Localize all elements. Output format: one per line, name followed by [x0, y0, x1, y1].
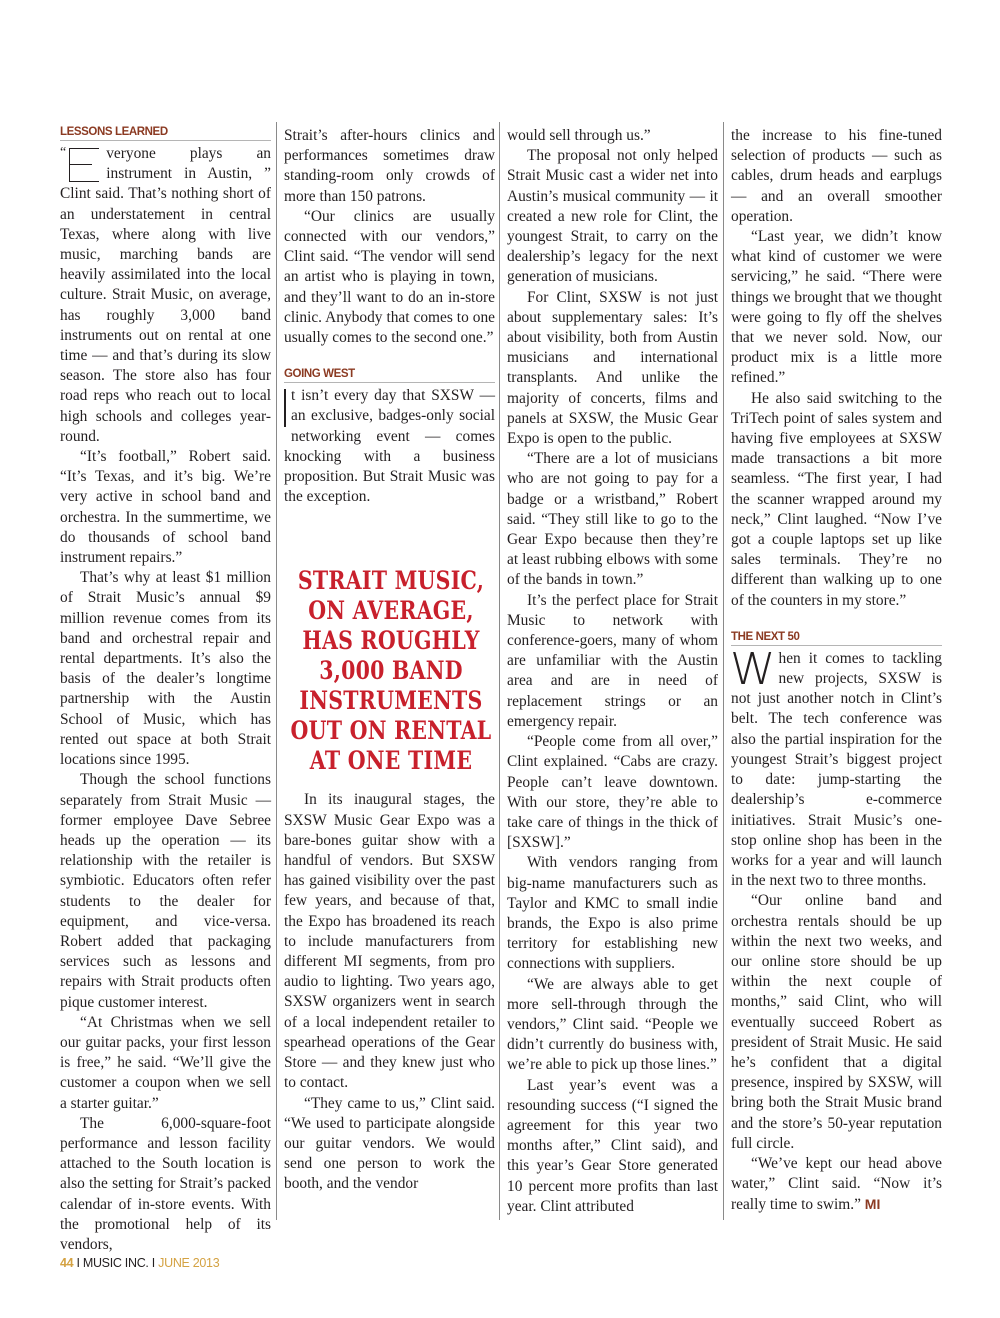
paragraph: With vendors ranging from big-name manufacturers such as Taylor and KMC to small indie brands, the Expo is also prime territory for establishing new connections with suppliers.: [507, 854, 718, 973]
article-column-4: [731, 126, 942, 1216]
section-head-lessons-learned: LESSONS LEARNED: [60, 126, 271, 141]
column-divider: [499, 122, 500, 1220]
paragraph: That’s why at least $1 million of Strait Music’s annual $9 million revenue comes from its band and orchestral repair and rental departments. It’s also the basis of the dealer’s longtime partnership with the Austin School of Music, which has rented out space at both Strait locations since 1995.: [60, 569, 271, 769]
pull-quote-line: HAS ROUGHLY: [302, 626, 480, 655]
pull-quote-line: AT ONE TIME: [309, 746, 473, 775]
paragraph: “We are always able to get more sell-through through the vendors,” Clint said. “People we didn’t currently do business with, we’re able to pick up those lines.”: [507, 975, 718, 1074]
paragraph: t isn’t every day that SXSW — an exclusive, badges-only social networking event — comes knocking with a business proposition. But Strait Music was the exception.: [284, 387, 495, 506]
page-number: 44: [60, 1256, 74, 1270]
end-mark: MI: [864, 1196, 881, 1213]
column-divider: [723, 122, 724, 1220]
paragraph: In its inaugural stages, the SXSW Music Gear Expo was a bare-bones guitar show with a handful of vendors. But SXSW has gained visibility over the past few years, and because of that, the Expo has broadened its reach to include manufacturers from different MI segments, from pro audio to lighting. Two years ago, SXSW organizers went in search of a local independent retailer to spearhead operations of the Gear Store — and they knew just who to contact.: [284, 791, 495, 1092]
paragraph: He also said switching to the TriTech point of sales system and having five employees at SXSW made transactions a bit more seamless. “The first year, I had the scanner wrapped around my neck,” Clint laughed. “Now I’ve got a couple laptops set up like sales terminals. They’re no different than walking up to one of the counters in my store.”: [731, 389, 942, 609]
dropcap-e-icon: [69, 148, 101, 184]
article-column-1: [60, 126, 271, 1255]
pull-quote: [290, 566, 492, 776]
footer-separator: I: [148, 1256, 159, 1270]
issue-date: JUNE 2013: [158, 1256, 220, 1270]
paragraph: It’s the perfect place for Strait Music to network with conference-goers, many of whom are unfamiliar with the Austin area and are in need of replacement strings or an emergency repair.: [507, 591, 718, 730]
open-quote: “: [60, 145, 67, 160]
paragraph: Though the school functions separately from Strait Music — former employee Dave Sebree heads up the operation — its relationship with the retailer is symbiotic. Educators often refer students to the dealer for equipment, and vice-versa. Robert added that packaging services such as lessons and repairs with Strait products often pique customer interest.: [60, 771, 271, 1011]
paragraph: “People come from all over,” Clint explained. “Cabs are crazy. People can’t leave downtown. With our store, they’re able to take care of things in the thick of [SXSW].”: [507, 733, 718, 852]
paragraph: “At Christmas when we sell our guitar packs, your first lesson is free,” he said. “We’ll give the customer a coupon when we sell a starter guitar.”: [60, 1013, 271, 1112]
publication-name: MUSIC INC.: [82, 1256, 149, 1270]
pull-quote-line: OUT ON RENTAL: [290, 716, 492, 745]
paragraph: would sell through us.”: [507, 127, 651, 144]
section-head-the-next-50: THE NEXT 50: [731, 631, 942, 646]
footer-separator: I: [73, 1256, 83, 1270]
paragraph: Last year’s event was a resounding success (“I signed the agreement for this year two months after,” Clint said), and this year’s Gear Store generated 10 percent more profits than last year. Clint attributed: [507, 1076, 718, 1215]
paragraph: “They came to us,” Clint said. “We used to participate alongside our guitar vendors. We would send one person to work the booth, and the vendor: [284, 1094, 495, 1193]
paragraph: “We’ve kept our head above water,” Clint said. “Now it’s really time to swim.” MI: [731, 1154, 942, 1214]
paragraph: “There are a lot of musicians who are not going to pay for a badge or a wristband,” Robert said. “They still like to go to the Gear Expo because then they’re at least rubbing elbows with some of the bands in town.”: [507, 450, 718, 589]
page-footer: [60, 1256, 219, 1270]
pull-quote-line: STRAIT MUSIC,: [297, 566, 485, 595]
pull-quote-line: 3,000 BAND: [319, 656, 463, 685]
paragraph: For Clint, SXSW is not just about supplementary sales: It’s about visibility, both from Austin musicians and international transplants. And unlike the majority of concerts, films and panels at SXSW, the Music Gear Expo is open to the public.: [507, 288, 718, 448]
paragraph: “It’s football,” Robert said. “It’s Texas, and it’s big. We’re very active in school band and orchestra. In the summertime, we do thousands of school band instrument repairs.”: [60, 448, 271, 567]
article-column-3: [507, 126, 718, 1217]
paragraph: “Last year, we didn’t know what kind of customer we were servicing,” he said. “There were things we brought that we thought were going to fly off the shelves that we never sold. Now, our product mix is a little more refined.”: [731, 228, 942, 387]
paragraph: the increase to his fine-tuned selection of products — such as cables, drum heads and earplugs — and an overall smoother operation.: [731, 127, 942, 225]
paragraph: “ veryone plays an instrument in Austin, ” Clint said. That’s nothing short of an understatement in central Texas, where along with live music, marching bands are heavily assimilated into the local culture. Strait Music, on average, has roughly 3,000 band instruments out on rental at one time — and that’s during its slow season. The store also has four road reps who reach out to local high schools and colleges year-round.: [60, 145, 271, 445]
column-divider: [276, 122, 277, 1220]
section-head-going-west: GOING WEST: [284, 368, 495, 383]
paragraph: The 6,000-square-foot performance and lesson facility attached to the South location is also the setting for Strait’s packed calendar of in-store events. With the promotional help of its vendors,: [60, 1114, 271, 1253]
paragraph: W hen it comes to tackling new projects, SXSW is not just another notch in Clint’s belt. The tech conference was also the partial inspiration for the youngest Strait’s biggest project to date: jump-starting the dealership’s e-commerce initiatives. Strait Music’s one-stop online shop has been in the works for a year and will launch in the next two to three months.: [729, 643, 942, 890]
paragraph: Strait’s after-hours clinics and performances sometimes draw standing-room only crowds of more than 150 patrons.: [284, 127, 495, 205]
pull-quote-line: ON AVERAGE,: [308, 596, 474, 625]
dropcap-w: W: [729, 643, 776, 695]
paragraph: “Our online band and orchestra rentals should be up within the next two weeks, and our online store should be up within the next couple of months,” said Clint, who will eventually succeed Robert as president of Strait Music. He said he’s confident that a digital presence, inspired by SXSW, will bring both the Strait Music brand and the store’s 50-year reputation full circle.: [731, 892, 942, 1152]
pull-quote-line: INSTRUMENTS: [299, 686, 483, 715]
paragraph: The proposal not only helped Strait Music cast a wider net into Austin’s musical community — it created a new role for Clint, the youngest Strait, to carry on the dealership’s legacy for the next generation of musicians.: [507, 147, 718, 286]
dropcap-i-icon: [284, 389, 286, 427]
paragraph: “Our clinics are usually connected with our vendors,” Clint said. “The vendor will send an artist who is playing in town, and they’ll want to do an in-store clinic. Anybody that comes to one usually comes to the second one.”: [284, 207, 495, 347]
